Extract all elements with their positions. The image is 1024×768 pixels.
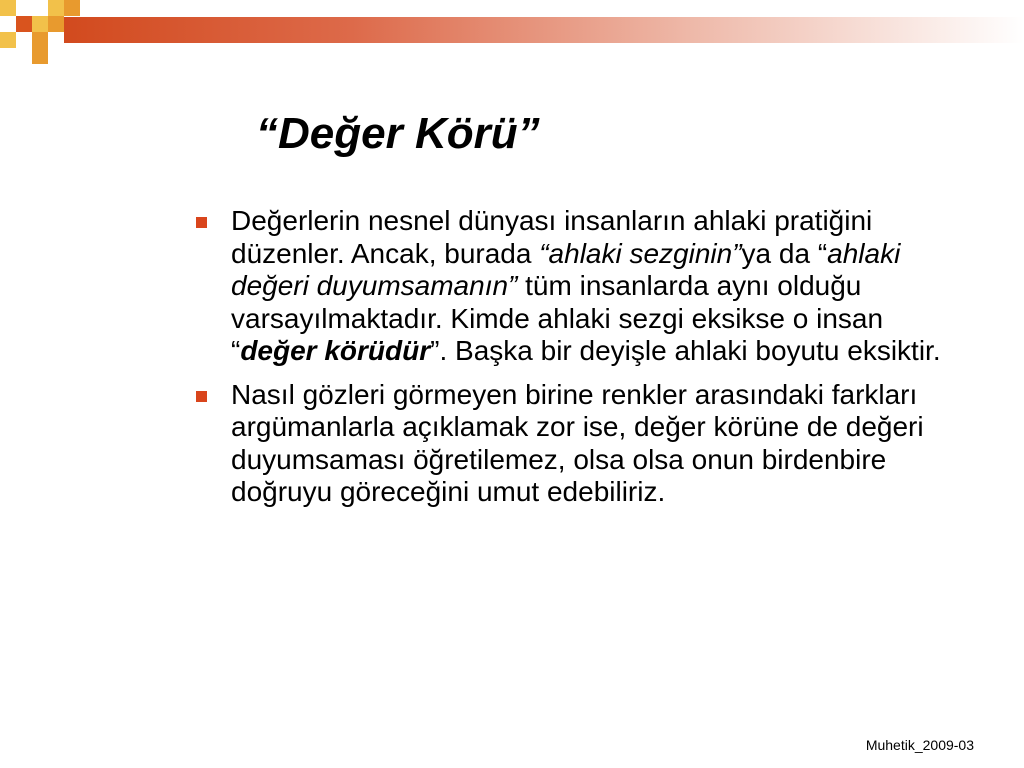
decor-square [32, 32, 48, 48]
italic-phrase: ahlaki değeri duyumsamanın” [231, 237, 901, 301]
bullet-text: ”. Başka bir deyişle ahlaki boyutu eksiktir. [430, 335, 941, 366]
footer-label: Muhetik_2009-03 [865, 737, 974, 753]
bullet-list [190, 205, 950, 520]
bullet-text: ya da “ [741, 237, 828, 269]
bullet-text: Nasıl gözleri görmeyen birine renkler arasındaki farkları argümanlarla açıklamak zor ise, değer körüne de değeri duyumsaması öğretilemez, olsa olsa onun birdenbire doğruyu göreceğini umut edebiliriz. [231, 378, 924, 507]
decor-square [64, 0, 80, 16]
decor-square [0, 32, 16, 48]
bullet-text: tüm insanlarda aynı olduğu varsayılmaktadır. Kimde ahlaki sezgi eksikse o insan “ [231, 270, 884, 366]
decor-square [16, 16, 32, 32]
bullet-item [190, 205, 950, 368]
italic-phrase: “ahlaki sezginin” [539, 237, 742, 269]
decor-square [48, 16, 64, 32]
square-bullet-icon [196, 391, 207, 402]
bullet-item [190, 379, 950, 509]
square-bullet-icon [196, 217, 207, 228]
slide-title: “Değer Körü” [256, 109, 540, 158]
decor-square [48, 0, 64, 16]
decor-square [32, 16, 48, 32]
decor-square [32, 48, 48, 64]
bullet-text: Değerlerin nesnel dünyası insanların ahlaki pratiğini düzenler. Ancak, burada [231, 205, 873, 269]
bold-italic-phrase: değer körüdür [240, 335, 431, 366]
header-gradient-band [64, 17, 1024, 43]
decor-square [0, 0, 16, 16]
